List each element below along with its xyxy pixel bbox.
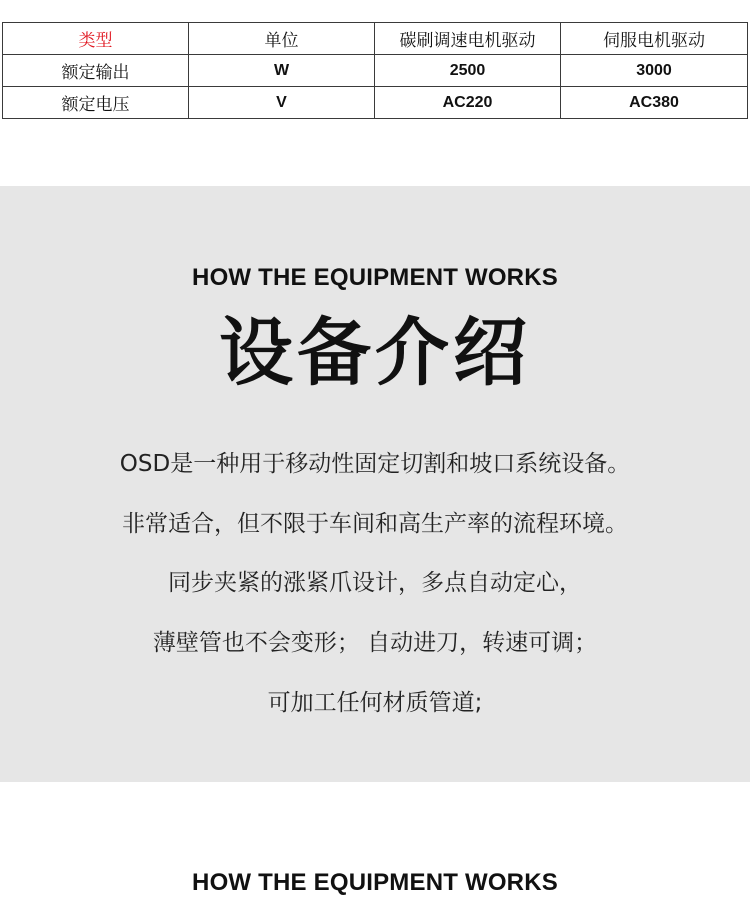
header-cell-brush-motor: 碳刷调速电机驱动 [375, 23, 561, 55]
table-header-row [3, 23, 748, 55]
header-cell-servo-motor: 伺服电机驱动 [561, 23, 748, 55]
spec-table [2, 22, 748, 119]
table-cell: W [189, 55, 375, 87]
table-cell: 额定电压 [3, 87, 189, 119]
description-line: OSD是一种用于移动性固定切割和坡口系统设备。 [119, 451, 631, 477]
description-line: 可加工任何材质管道; [267, 690, 483, 716]
description-line: 同步夹紧的涨紧爪设计，多点自动定心， [168, 570, 582, 596]
header-cell-unit: 单位 [189, 23, 375, 55]
table-cell: V [189, 87, 375, 119]
section-title: 设备介绍 [219, 310, 531, 396]
table-cell: AC380 [561, 87, 748, 119]
table-cell: 3000 [561, 55, 748, 87]
description-line: 薄壁管也不会变形； 自动进刀，转速可调； [152, 630, 598, 656]
header-cell-type: 类型 [3, 23, 189, 55]
description-line: 非常适合，但不限于车间和高生产率的流程环境。 [122, 511, 628, 537]
table-cell: 额定输出 [3, 55, 189, 87]
table-cell: AC220 [375, 87, 561, 119]
table-row [3, 55, 748, 87]
table-cell: 2500 [375, 55, 561, 87]
next-section-subtitle: HOW THE EQUIPMENT WORKS [192, 869, 558, 896]
section-subtitle: HOW THE EQUIPMENT WORKS [192, 264, 558, 291]
table-row [3, 87, 748, 119]
